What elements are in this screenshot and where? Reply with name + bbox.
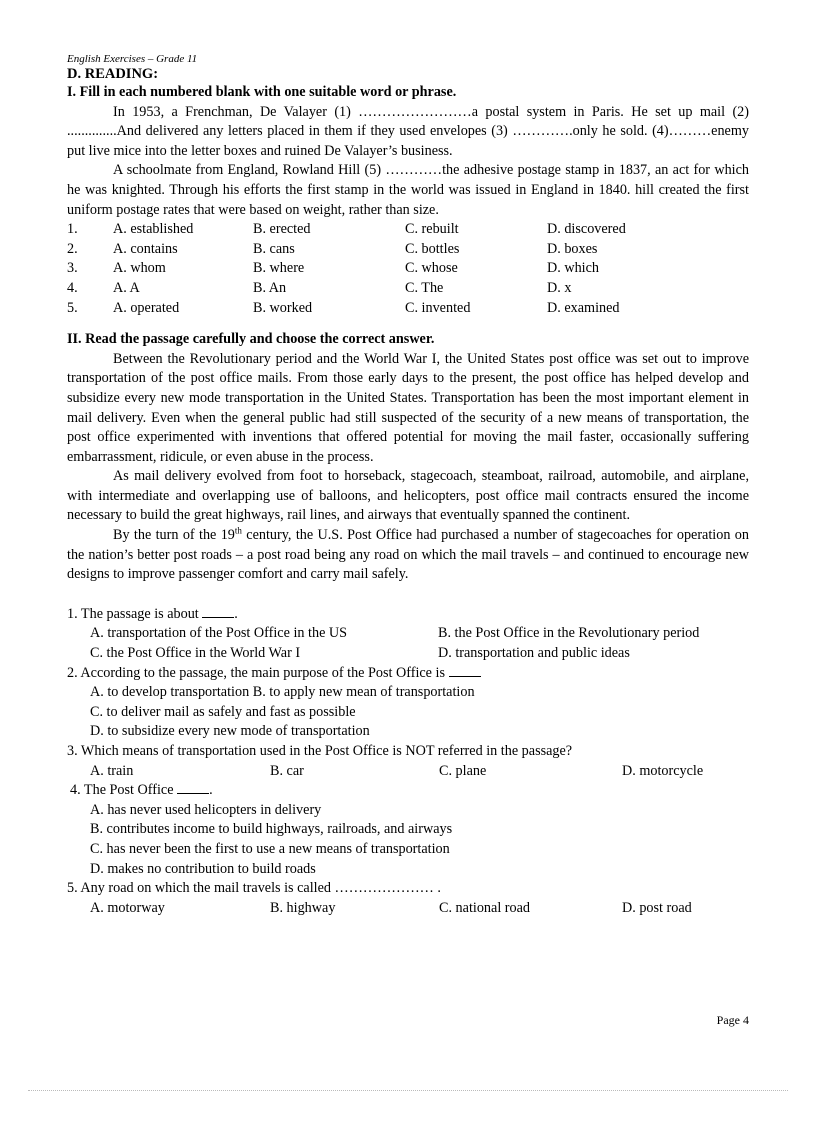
question-2 (67, 664, 749, 742)
question-stem: 2. According to the passage, the main purpose of the Post Office is (67, 664, 445, 681)
page-number: Page 4 (716, 1013, 749, 1027)
option-d: D. which (547, 260, 600, 277)
option-row (67, 240, 749, 260)
question-stem: 5. Any road on which the mail travels is called ………………… . (67, 880, 441, 897)
part1-options (67, 220, 749, 318)
answer-blank (449, 664, 481, 677)
option-row (67, 220, 749, 240)
question-stem: 1. The passage is about (67, 605, 199, 622)
option-d: D. examined (547, 299, 620, 316)
part1-paragraph: A schoolmate from England, Rowland Hill (5) …………the adhesive postage stamp in 1837, an act for which he was knighted. Through his efforts the first stamp in the world was issued in England in 1840. hill created the first uniform postage rates that were based on weight, rather than size. (67, 162, 749, 218)
option-row (67, 259, 749, 279)
option-row (67, 299, 749, 319)
option-a: A. A (113, 279, 140, 296)
option-b: B. cans (253, 240, 295, 257)
question-3 (67, 742, 749, 781)
option-b: B. erected (253, 221, 311, 238)
option-a: A. contains (113, 240, 178, 257)
option-c: C. whose (405, 260, 458, 277)
page-bottom-divider (28, 1090, 788, 1091)
option-a: A. train (90, 762, 134, 779)
option-d: D. x (547, 279, 572, 296)
part1-title: I. Fill in each numbered blank with one suitable word or phrase. (67, 84, 457, 100)
question-stem: 3. Which means of transportation used in the Post Office is NOT referred in the passage? (67, 743, 573, 759)
option-row (67, 279, 749, 299)
option-d: D. discovered (547, 221, 626, 238)
option-d: D. transportation and public ideas (438, 645, 630, 662)
question-5 (67, 879, 749, 918)
question-4: 4. The Post Office . A. has never used helicopters in delivery B. contributes income to build highways, railroads, and airways C. has never been the first to use a new means of transportation D. makes no contribution to build roads (67, 781, 749, 879)
worksheet-page (67, 52, 749, 918)
option-a: A. motorway (90, 899, 165, 916)
option-d: D. makes no contribution to build roads (90, 860, 316, 877)
part1-paragraph: In 1953, a Frenchman, De Valayer (1) ……………………a postal system in Paris. He set up mail (2) ..............And delivered any letters placed in them if they used envelopes (3) ………….only he sold. (4)………enemy put live mice into the letter boxes and ruined De Valayer’s business. (67, 103, 749, 159)
option-c: C. has never been the first to use a new means of transportation (90, 840, 450, 857)
option-c: C. The (405, 279, 444, 296)
option-c: C. bottles (405, 240, 460, 257)
option-c: C. the Post Office in the World War I (90, 645, 301, 662)
passage-paragraph: By the turn of the 19th century, the U.S. Post Office had purchased a number of stagecoaches for operation on the nation’s better post roads – a post road being any road on which the mail travels – and continued to encourage new designs to improve passenger comfort and carry mail safely. (67, 525, 749, 583)
option-number: 5. (67, 299, 78, 316)
option-b: B. highway (270, 899, 336, 916)
option-d: D. post road (622, 899, 692, 916)
section-title: D. READING: (67, 66, 159, 82)
option-c: C. to deliver mail as safely and fast as possible (90, 703, 356, 720)
option-a: A. has never used helicopters in delivery (90, 801, 322, 818)
option-a: A. transportation of the Post Office in the US (90, 625, 348, 642)
option-number: 4. (67, 279, 78, 296)
option-a: A. established (113, 221, 194, 238)
option-a: A. operated (113, 299, 180, 316)
option-b: B. the Post Office in the Revolutionary period (438, 625, 700, 642)
answer-blank (177, 781, 209, 794)
option-number: 2. (67, 240, 78, 257)
part2-title: II. Read the passage carefully and choose the correct answer. (67, 331, 435, 348)
option-b: B. An (253, 279, 287, 296)
option-c: C. plane (439, 762, 487, 779)
option-b: B. where (253, 260, 305, 277)
option-number: 3. (67, 260, 78, 277)
option-b: B. car (270, 762, 304, 779)
option-b: B. worked (253, 299, 313, 316)
question-stem: 4. The Post Office (70, 782, 174, 799)
answer-blank (202, 605, 234, 618)
option-c: C. national road (439, 899, 531, 916)
question-1: 1. The passage is about . A. transportation of the Post Office in the US B. the Post Office in the Revolutionary period C. the Post Office in the World War I D. transportation and public ideas (67, 605, 749, 664)
option-c: C. rebuilt (405, 221, 459, 238)
page-header: English Exercises – Grade 11 (67, 53, 198, 65)
option-d: D. boxes (547, 240, 598, 257)
option-d: D. motorcycle (622, 762, 704, 779)
option-a: A. to develop transportation B. to apply new mean of transportation (90, 684, 475, 701)
passage-paragraph: Between the Revolutionary period and the World War I, the United States post office was set out to improve transportation of the post office mails. From those early days to the present, the post office has helped develop and subsidize every new mode transportation in the United States. Transportation has been the most important element in mail delivery. Even when the general public had still suspected of the security of a new means of transportation, the post office experimented with inventions that offered potential for moving the mail faster, occasionally suffering embarrassment, ridicule, or even abuse in the process. (67, 350, 749, 465)
option-c: C. invented (405, 299, 471, 316)
option-d: D. to subsidize every new mode of transportation (90, 723, 370, 740)
option-b: B. contributes income to build highways, railroads, and airways (90, 821, 453, 838)
option-number: 1. (67, 221, 78, 238)
passage-paragraph: As mail delivery evolved from foot to horseback, stagecoach, steamboat, railroad, automobile, and airplane, with intermediate and overlapping use of balloons, and helicopters, post office mail contracts ensured the income necessary to build the great highways, rail lines, and airways that eventually spanned the continent. (67, 468, 749, 524)
option-a: A. whom (113, 260, 166, 277)
